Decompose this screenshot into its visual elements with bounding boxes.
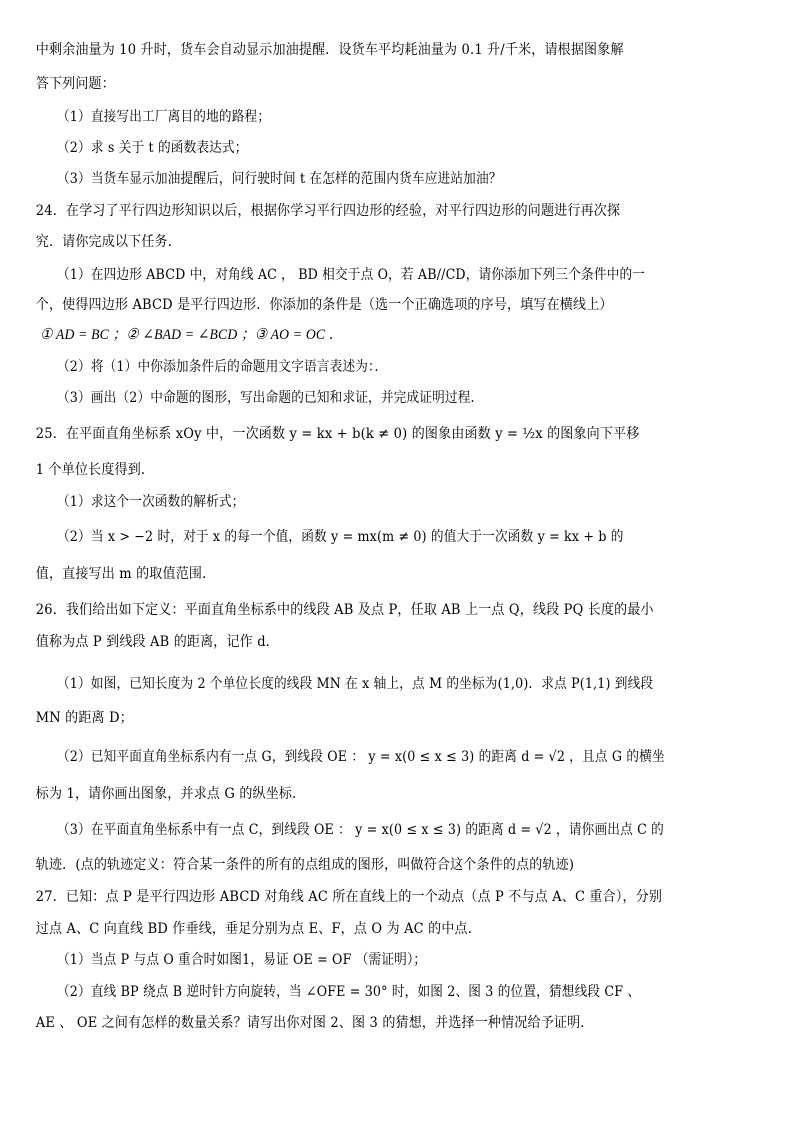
text-line: （2）直线 BP 绕点 B 逆时针方向旋转，当 ∠OFE = 30° 时，如图 2、图 3 的位置，猜想线段 CF 、 [56,984,641,1000]
text-line: （2）当 x > −2 时，对于 x 的每一个值，函数 y = mx(m ≠ 0) 的值大于一次函数 y = kx + b 的 [56,529,624,545]
text-line: MN 的距离 D； [35,710,133,726]
text-line: 值称为点 P 到线段 AB 的距离，记作 d． [35,634,279,650]
question-26-line: 26．我们给出如下定义：平面直角坐标系中的线段 AB 及点 P，任取 AB 上一点 Q，线段 PQ 长度的最小 [35,602,654,618]
text-line: 答下列问题： [35,76,115,92]
question-24-line: 24．在学习了平行四边形知识以后，根据你学习平行四边形的经验，对平行四边形的问题进行再次探 [35,203,621,219]
text-line: 过点 A、C 向直线 BD 作垂线，垂足分别为点 E、F，点 O 为 AC 的中点． [35,921,481,937]
text-line: 1 个单位长度得到． [35,462,155,478]
text-line: （1）当点 P 与点 O 重合时如图1，易证 OE = OF （需证明）； [56,952,427,968]
text-line: 究．请你完成以下任务． [35,234,181,250]
math-expression: ① AD = BC ；② ∠BAD = ∠BCD ；③ AO = OC ． [40,327,343,343]
text-line: （2）将（1）中你添加条件后的命题用文字语言表述为：． [56,359,388,375]
text-line: （3）当货车显示加油提醒后，问行驶时间 t 在怎样的范围内货车应进站加油？ [56,171,502,187]
text-line: 标为 1，请你画出图象，并求点 G 的纵坐标． [35,786,306,802]
text-line: 值，直接写出 m 的取值范围． [35,566,216,582]
text-line: （1）如图，已知长度为 2 个单位长度的线段 MN 在 x 轴上，点 M 的坐标为(1,0)．求点 P(1,1) 到线段 [56,676,654,692]
question-25-line: 25．在平面直角坐标系 xOy 中，一次函数 y = kx + b(k ≠ 0) 的图象由函数 y = ½x 的图象向下平移 [35,426,640,442]
text-line: （1）求这个一次函数的解析式； [56,494,245,510]
text-line: （2）求 s 关于 t 的函数表达式； [56,140,248,156]
text-line: AE 、 OE 之间有怎样的数量关系？请写出你对图 2、图 3 的猜想，并选择一种情况给予证明． [35,1015,594,1031]
text-line: 轨迹．(点的轨迹定义：符合某一条件的所有的点组成的图形，叫做符合这个条件的点的轨迹) [35,857,575,873]
text-line: （3）画出（2）中命题的图形，写出命题的已知和求证，并完成证明过程． [56,390,484,406]
text-line: （1）直接写出工厂离目的地的路程； [56,109,271,125]
options-line [0,325,764,345]
text-line: 个，使得四边形 ABCD 是平行四边形．你添加的条件是（选一个正确选项的序号，填写在横线上） [35,297,613,313]
text-line: 中剩余油量为 10 升时，货车会自动显示加油提醒．设货车平均耗油量为 0.1 升/千米，请根据图象解 [35,42,624,58]
text-line: （2）已知平面直角坐标系内有一点 G，到线段 OE ： y = x(0 ≤ x ≤ 3) 的距离 d = √2 ，且点 G 的横坐 [56,749,665,765]
text-line: （3）在平面直角坐标系中有一点 C，到线段 OE ： y = x(0 ≤ x ≤ 3) 的距离 d = √2 ，请你画出点 C 的 [56,822,664,838]
question-27-line: 27．已知：点 P 是平行四边形 ABCD 对角线 AC 所在直线上的一个动点（点 P 不与点 A、C 重合），分别 [35,889,663,905]
text-line: （1）在四边形 ABCD 中，对角线 AC ， BD 相交于点 O，若 AB//CD，请你添加下列三个条件中的一 [56,267,646,283]
